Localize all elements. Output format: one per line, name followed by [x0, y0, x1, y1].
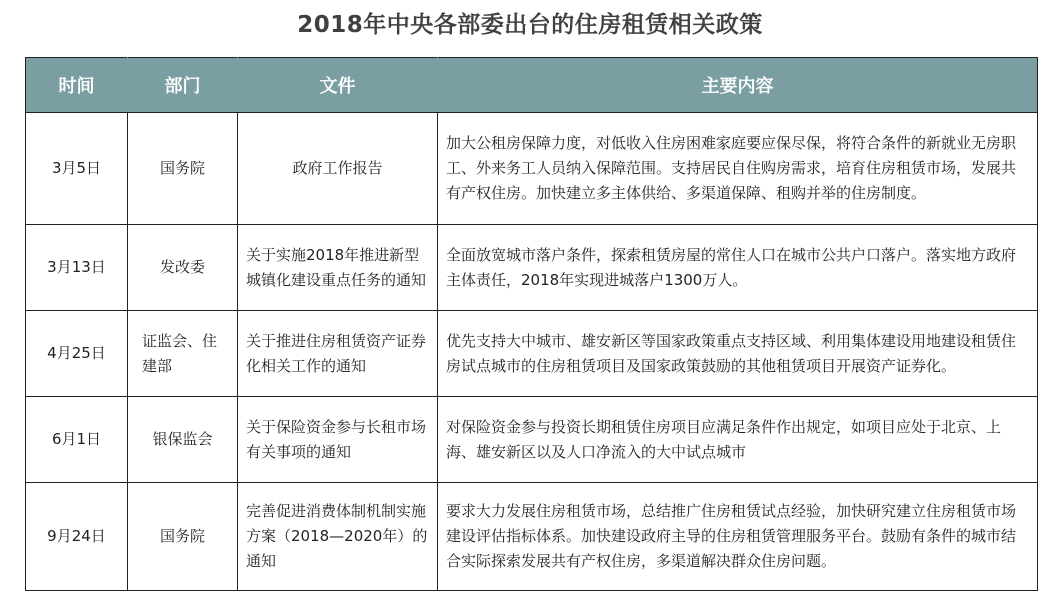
cell-dept: 发改委 [128, 225, 238, 311]
table-row [26, 113, 1038, 225]
cell-time: 3月13日 [26, 225, 128, 311]
page-title: 2018年中央各部委出台的住房租赁相关政策 [297, 12, 763, 38]
cell-time: 3月5日 [26, 113, 128, 225]
cell-doc: 政府工作报告 [238, 113, 438, 225]
table-row [26, 225, 1038, 311]
cell-dept: 国务院 [128, 483, 238, 591]
table-row [26, 311, 1038, 397]
cell-content: 全面放宽城市落户条件，探索租赁房屋的常住人口在城市公共户口落户。落实地方政府主体责任，2018年实现进城落户1300万人。 [438, 225, 1038, 311]
cell-doc: 完善促进消费体制机制实施方案（2018—2020年）的通知 [238, 483, 438, 591]
cell-content: 要求大力发展住房租赁市场，总结推广住房租赁试点经验，加快研究建立住房租赁市场建设评估指标体系。加快建设政府主导的住房租赁管理服务平台。鼓励有条件的城市结合实际探索发展共有产权住房，多渠道解决群众住房问题。 [438, 483, 1038, 591]
cell-time: 4月25日 [26, 311, 128, 397]
table-row [26, 397, 1038, 483]
table-row [26, 483, 1038, 591]
header-doc: 文件 [238, 58, 438, 113]
cell-dept: 银保监会 [128, 397, 238, 483]
cell-dept: 证监会、住建部 [128, 311, 238, 397]
header-dept: 部门 [128, 58, 238, 113]
cell-time: 9月24日 [26, 483, 128, 591]
table-header-row [26, 58, 1038, 113]
cell-time: 6月1日 [26, 397, 128, 483]
cell-doc: 关于推进住房租赁资产证券化相关工作的通知 [238, 311, 438, 397]
cell-doc: 关于实施2018年推进新型城镇化建设重点任务的通知 [238, 225, 438, 311]
policy-table [25, 57, 1038, 591]
header-content: 主要内容 [438, 58, 1038, 113]
cell-dept: 国务院 [128, 113, 238, 225]
header-time: 时间 [26, 58, 128, 113]
cell-content: 对保险资金参与投资长期租赁住房项目应满足条件作出规定，如项目应处于北京、上海、雄安新区以及人口净流入的大中试点城市 [438, 397, 1038, 483]
cell-content: 优先支持大中城市、雄安新区等国家政策重点支持区域、利用集体建设用地建设租赁住房试点城市的住房租赁项目及国家政策鼓励的其他租赁项目开展资产证券化。 [438, 311, 1038, 397]
cell-doc: 关于保险资金参与长租市场有关事项的通知 [238, 397, 438, 483]
cell-content: 加大公租房保障力度，对低收入住房困难家庭要应保尽保，将符合条件的新就业无房职工、外来务工人员纳入保障范围。支持居民自住购房需求，培育住房租赁市场，发展共有产权住房。加快建立多主体供给、多渠道保障、租购并举的住房制度。 [438, 113, 1038, 225]
